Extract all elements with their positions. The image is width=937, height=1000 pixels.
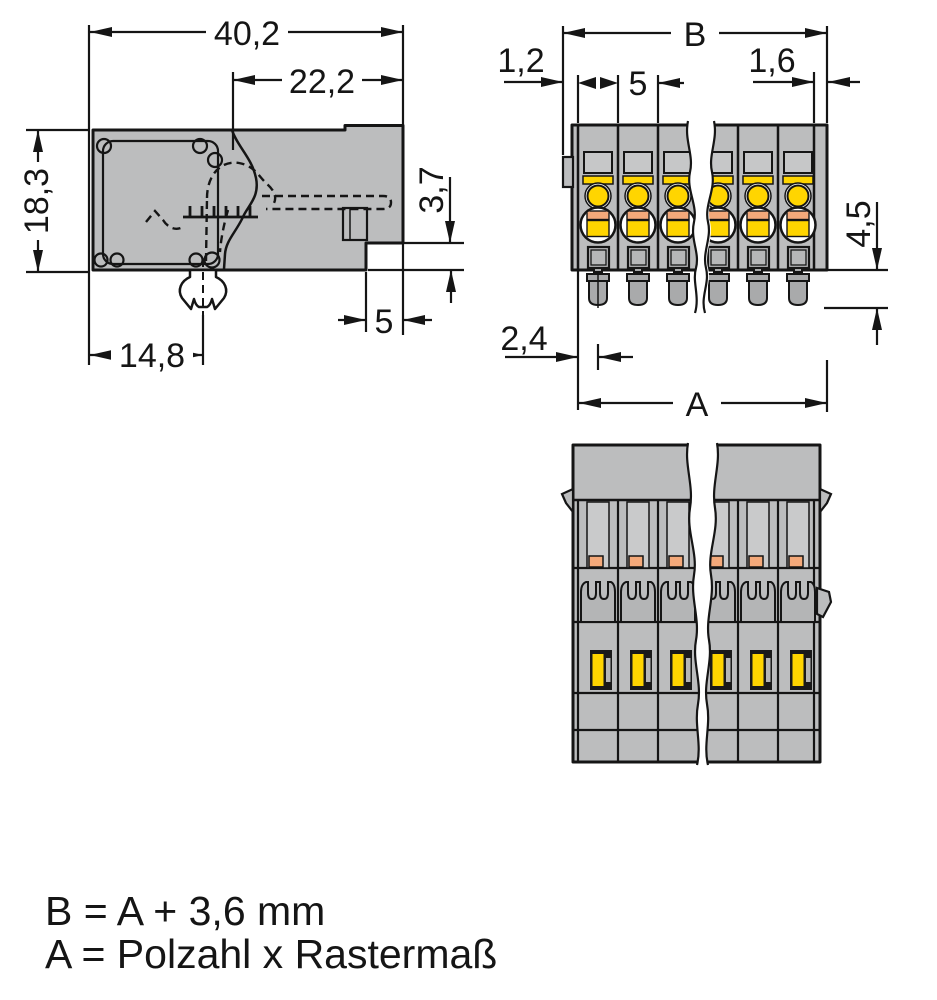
front-left-tab (563, 157, 573, 187)
dim-upper-width-label: 22,2 (288, 63, 356, 101)
dimension-pin-length (824, 200, 888, 345)
dim-side-tab-label: 1,2 (497, 42, 545, 80)
cap-ear-right (820, 489, 831, 512)
dim-total-width-label: 40,2 (213, 15, 281, 53)
dim-pin-length-label: 4,5 (839, 200, 878, 248)
dim-pitch-label: 5 (628, 65, 648, 103)
dimension-pitch (578, 65, 684, 123)
dimension-pole-span-A (579, 360, 827, 424)
dimension-total-width (90, 15, 403, 53)
formula-a: A = Polzahl x Rastermaß (45, 931, 498, 977)
dimension-step-width (338, 272, 432, 341)
dim-step-width-label: 5 (374, 303, 394, 341)
dim-latch-offset-label: 14,8 (118, 337, 186, 375)
front-view-figure (563, 118, 827, 315)
dimension-pin-offset (500, 270, 633, 410)
dim-overall-width-label: B (683, 16, 707, 54)
dimension-end-wall (748, 42, 860, 123)
dimension-height (17, 130, 90, 272)
side-view-figure (93, 126, 403, 323)
cap-ear-left (562, 489, 573, 512)
dim-end-wall-label: 1,6 (748, 42, 796, 80)
formula-b: B = A + 3,6 mm (45, 888, 326, 934)
legend (45, 888, 497, 977)
dim-step-height-label: 3,7 (412, 166, 451, 214)
dim-pin-offset-label: 2,4 (500, 320, 548, 358)
side-latch-hook (817, 588, 831, 617)
top-view-figure (562, 440, 831, 768)
dim-pole-span-label: A (685, 386, 709, 424)
dimension-side-tab (497, 42, 563, 82)
side-view-housing (93, 126, 403, 271)
dim-height-label: 18,3 (17, 167, 56, 235)
dimension-upper-width (233, 63, 403, 101)
dimension-latch-offset (90, 315, 203, 375)
